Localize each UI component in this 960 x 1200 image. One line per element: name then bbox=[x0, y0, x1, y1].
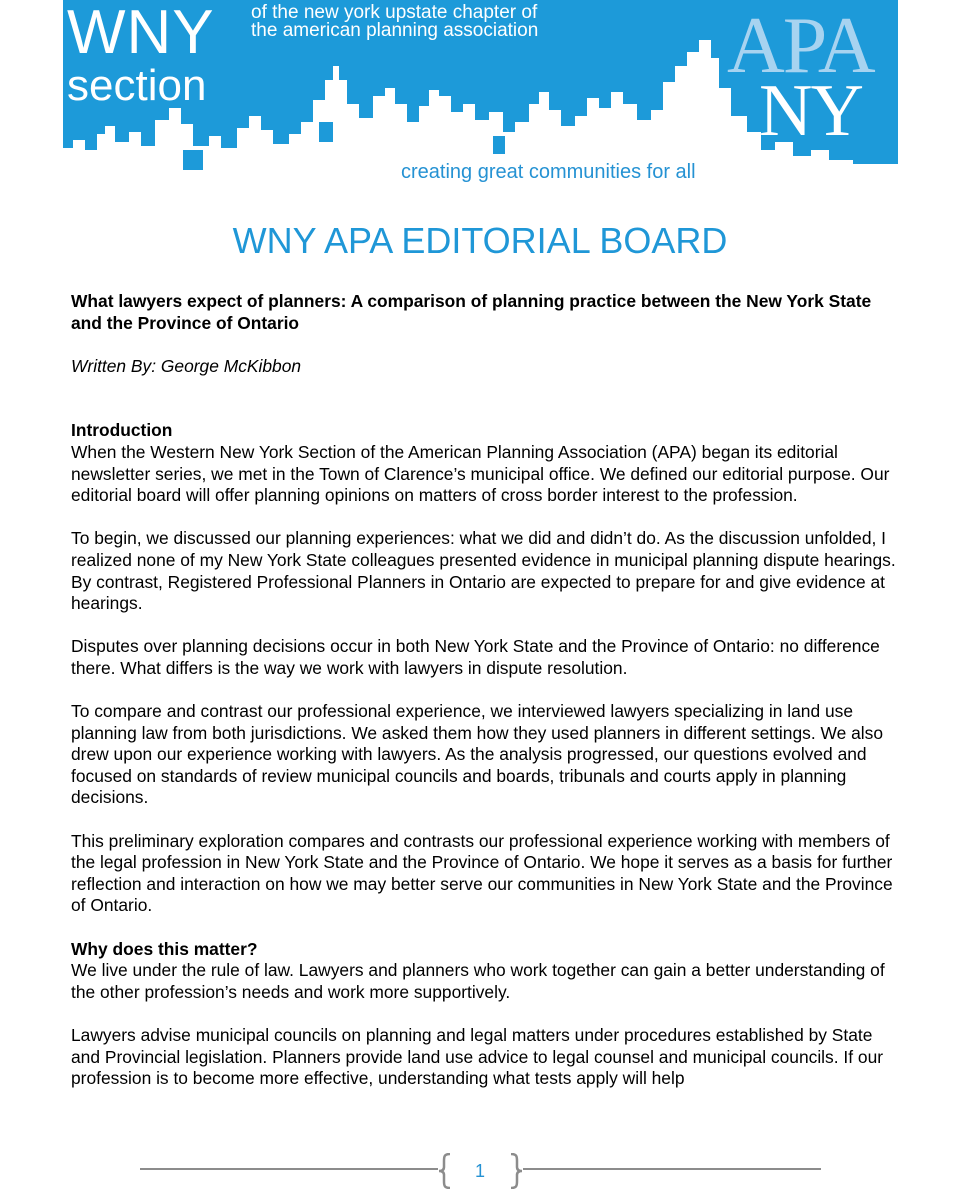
logo-wny-text: WNY bbox=[67, 0, 215, 67]
editorial-board-title: WNY APA EDITORIAL BOARD bbox=[232, 220, 728, 261]
apa-logo-text: APA bbox=[727, 2, 874, 90]
banner-tagline: creating great communities for all bbox=[401, 161, 696, 183]
header-banner bbox=[63, 0, 898, 186]
section-paragraph bbox=[71, 939, 901, 1004]
ny-logo-text: NY bbox=[759, 70, 862, 152]
chapter-line-2: the american planning association bbox=[251, 20, 539, 41]
paragraph-text: We live under the rule of law. Lawyers and planners who work together can gain a better understanding of the other profession’s needs and work more supportively. bbox=[71, 960, 885, 1002]
paragraph: To compare and contrast our professional experience, we interviewed lawyers specializing in land use planning law from both jurisdictions. We asked them how they used planners in different settings. We also drew upon our experience working with lawyers. As the analysis progressed, our questions evolved and focused on standards of review municipal councils and boards, tribunals and courts apply in planning decisions. bbox=[71, 701, 884, 808]
section-heading-why-matter: Why does this matter? bbox=[71, 938, 258, 959]
section-heading-introduction: Introduction bbox=[71, 420, 173, 441]
page-number: 1 bbox=[474, 1161, 485, 1181]
article-title: What lawyers expect of planners: A comparison of planning practice between the New York State and the Province of Ontario bbox=[71, 291, 872, 333]
paragraph: Disputes over planning decisions occur in both New York State and the Province of Ontario: no difference there. What differs is the way we work with lawyers in dispute resolution. bbox=[71, 636, 880, 678]
logo-section-text: section bbox=[67, 61, 207, 110]
footer-rule-left bbox=[140, 1168, 438, 1170]
paragraph-text: When the Western New York Section of the American Planning Association (APA) began its editorial newsletter series, we met in the Town of Clarence’s municipal office. We defined our editorial purpose. Our editorial board will offer planning opinions on matters of cross border interest to the profession. bbox=[71, 441, 890, 506]
article-byline: Written By: George McKibbon bbox=[71, 355, 302, 376]
paragraph: Lawyers advise municipal councils on planning and legal matters under procedures established by State and Provincial legislation. Planners provide land use advice to legal counsel and municipal councils. If our profession is to become more effective, understanding what tests apply will help bbox=[71, 1025, 884, 1089]
paragraph: To begin, we discussed our planning experiences: what we did and didn’t do. As the discussion unfolded, I realized none of my New York State colleagues presented evidence in municipal planning dispute hearings. By contrast, Registered Professional Planners in Ontario are expected to prepare for and give evidence at hearings. bbox=[71, 528, 896, 614]
chapter-line-1: of the new york upstate chapter of bbox=[251, 2, 538, 23]
footer-rule-right bbox=[523, 1168, 821, 1170]
section-paragraph bbox=[71, 420, 901, 506]
article-body bbox=[71, 291, 901, 1111]
paragraph: This preliminary exploration compares and contrasts our professional experience working with members of the legal profession in New York State and the Province of Ontario. We hope it serves as a basis for further reflection and interaction on how we may better serve our communities in New York State and the Province of Ontario. bbox=[71, 830, 893, 916]
